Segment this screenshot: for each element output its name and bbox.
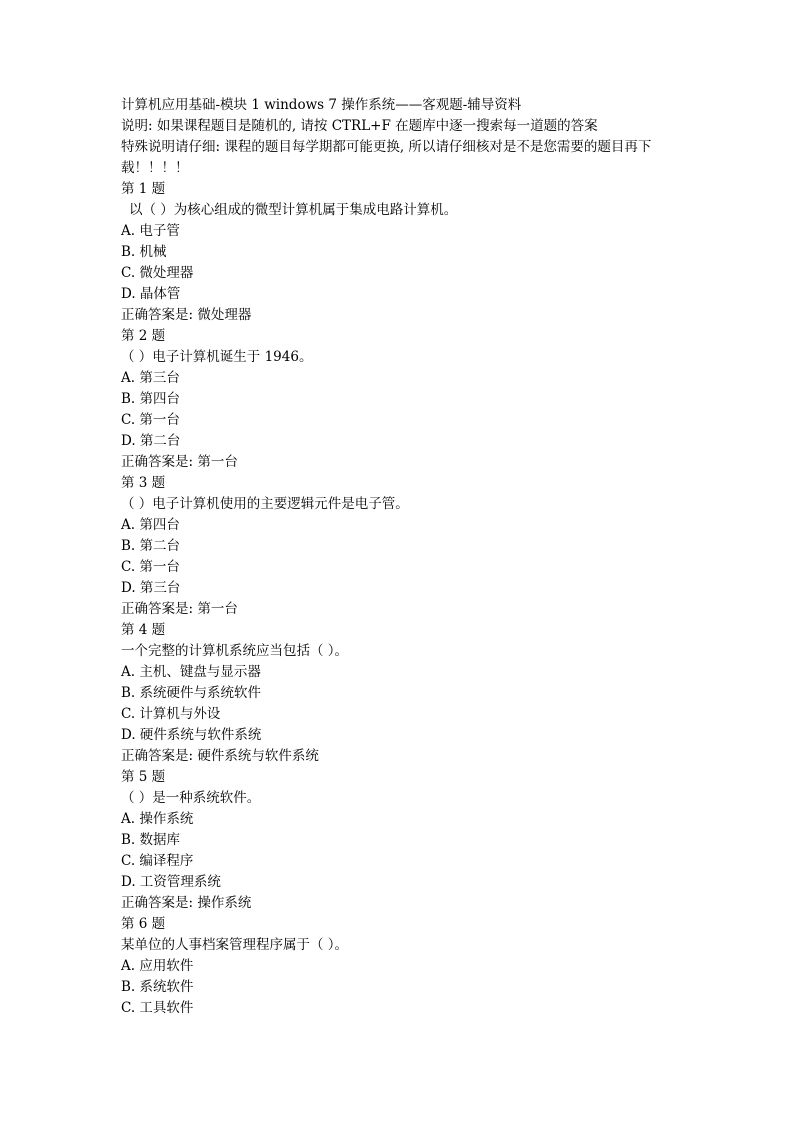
question-stem: （ ）电子计算机使用的主要逻辑元件是电子管。 — [121, 496, 409, 512]
answer-option: A. 应用软件 — [121, 958, 194, 974]
answer-option: B. 数据库 — [121, 832, 181, 848]
answer-option: B. 第二台 — [121, 538, 181, 554]
answer-option: C. 第一台 — [121, 412, 180, 428]
answer-option: A. 第四台 — [121, 517, 180, 533]
correct-answer: 正确答案是: 微处理器 — [121, 307, 252, 323]
document-page — [121, 95, 681, 1019]
question-block — [121, 179, 681, 326]
answer-option: B. 机械 — [121, 244, 167, 260]
answer-option: C. 工具软件 — [121, 1000, 194, 1016]
question-stem: 某单位的人事档案管理程序属于（ ）。 — [121, 937, 349, 953]
answer-option: D. 工资管理系统 — [121, 874, 221, 890]
answer-option: D. 第二台 — [121, 433, 181, 449]
correct-answer: 正确答案是: 第一台 — [121, 454, 238, 470]
answer-option: C. 计算机与外设 — [121, 706, 221, 722]
question-block — [121, 326, 681, 473]
answer-option: B. 系统软件 — [121, 979, 194, 995]
question-number: 第 5 题 — [121, 769, 166, 785]
answer-option: A. 主机、键盘与显示器 — [121, 664, 261, 680]
answer-option: D. 晶体管 — [121, 286, 181, 302]
correct-answer: 正确答案是: 第一台 — [121, 601, 238, 617]
instruction-note: 说明: 如果课程题目是随机的, 请按 CTRL+F 在题库中逐一搜索每一道题的答案 — [121, 118, 598, 134]
answer-option: C. 微处理器 — [121, 265, 194, 281]
answer-option: D. 硬件系统与软件系统 — [121, 727, 262, 743]
question-stem: 以（ ）为核心组成的微型计算机属于集成电路计算机。 — [129, 202, 458, 218]
answer-option: A. 操作系统 — [121, 811, 194, 827]
answer-option: D. 第三台 — [121, 580, 181, 596]
question-list — [121, 179, 681, 1019]
correct-answer: 正确答案是: 操作系统 — [121, 895, 252, 911]
question-number: 第 2 题 — [121, 328, 166, 344]
question-stem: （ ）是一种系统软件。 — [121, 790, 261, 806]
question-number: 第 1 题 — [121, 181, 166, 197]
question-number: 第 6 题 — [121, 916, 166, 932]
question-block — [121, 620, 681, 767]
question-block — [121, 473, 681, 620]
answer-option: A. 第三台 — [121, 370, 180, 386]
special-note: 特殊说明请仔细: 课程的题目每学期都可能更换, 所以请仔细核对是不是您需要的题目再下载！！！！ — [121, 139, 652, 176]
question-block — [121, 767, 681, 914]
question-number: 第 4 题 — [121, 622, 166, 638]
document-title: 计算机应用基础-模块 1 windows 7 操作系统——客观题-辅导资料 — [121, 97, 522, 113]
answer-option: C. 第一台 — [121, 559, 180, 575]
question-number: 第 3 题 — [121, 475, 166, 491]
question-block — [121, 914, 681, 1019]
correct-answer: 正确答案是: 硬件系统与软件系统 — [121, 748, 319, 764]
answer-option: C. 编译程序 — [121, 853, 194, 869]
question-stem: 一个完整的计算机系统应当包括（ ）。 — [121, 643, 349, 659]
question-stem: （ ）电子计算机诞生于 1946。 — [121, 349, 313, 365]
answer-option: B. 系统硬件与系统软件 — [121, 685, 262, 701]
answer-option: B. 第四台 — [121, 391, 181, 407]
answer-option: A. 电子管 — [121, 223, 180, 239]
